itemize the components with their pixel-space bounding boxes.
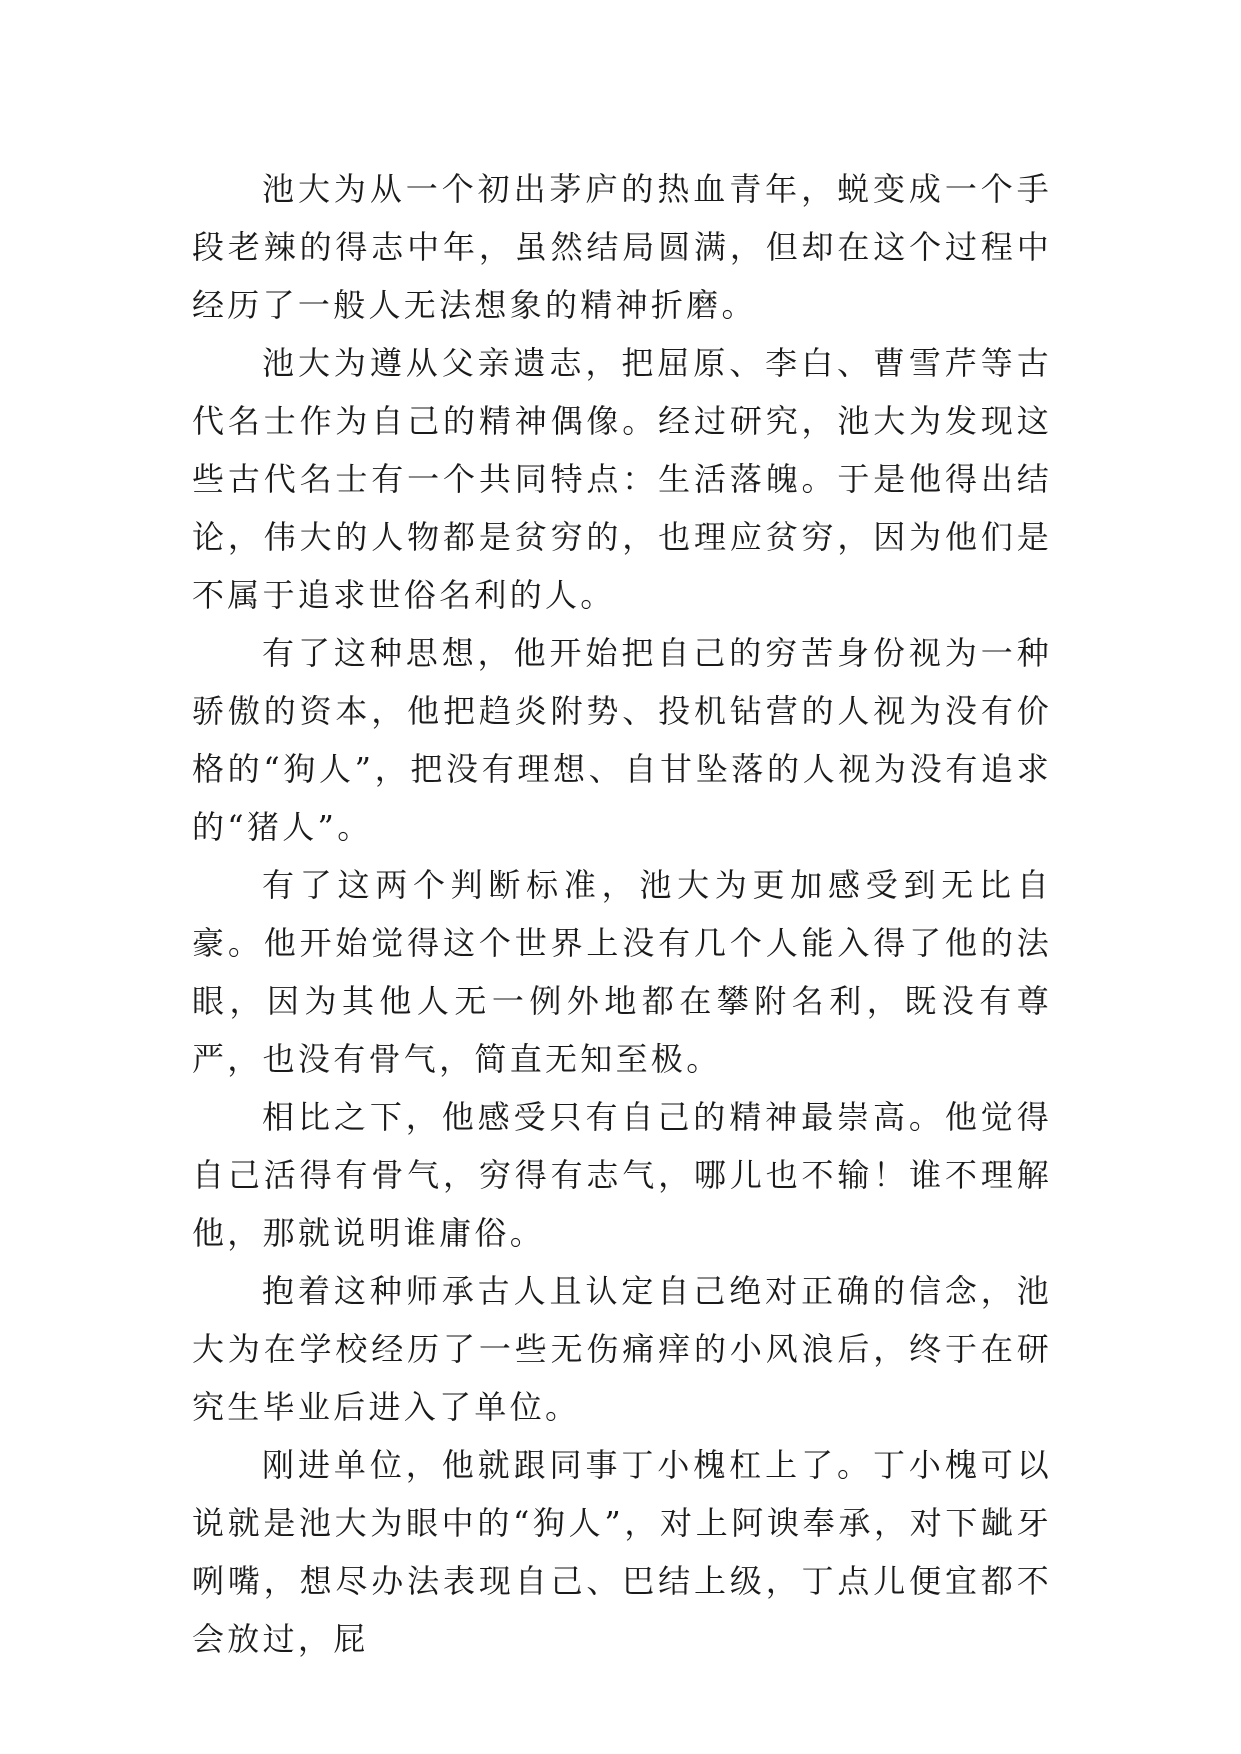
paragraph: 池大为从一个初出茅庐的热血青年，蜕变成一个手段老辣的得志中年，虽然结局圆满，但却在这个过程中经历了一般人无法想象的精神折磨。 [192, 170, 1052, 324]
paragraph: 有了这种思想，他开始把自己的穷苦身份视为一种骄傲的资本，他把趋炎附势、投机钻营的人视为没有价格的“狗人”，把没有理想、自甘坠落的人视为没有追求的“猪人”。 [192, 634, 1052, 846]
paragraph: 刚进单位，他就跟同事丁小槐杠上了。丁小槐可以说就是池大为眼中的“狗人”，对上阿谀奉承，对下龇牙咧嘴，想尽办法表现自己、巴结上级，丁点儿便宜都不会放过，屁 [192, 1446, 1052, 1658]
paragraph: 有了这两个判断标准，池大为更加感受到无比自豪。他开始觉得这个世界上没有几个人能入得了他的法眼，因为其他人无一例外地都在攀附名利，既没有尊严，也没有骨气，简直无知至极。 [192, 866, 1052, 1078]
paragraph: 池大为遵从父亲遗志，把屈原、李白、曹雪芹等古代名士作为自己的精神偶像。经过研究，池大为发现这些古代名士有一个共同特点：生活落魄。于是他得出结论，伟大的人物都是贫穷的，也理应贫穷，因为他们是不属于追求世俗名利的人。 [192, 344, 1052, 614]
paragraph: 相比之下，他感受只有自己的精神最崇高。他觉得自己活得有骨气，穷得有志气，哪儿也不输！谁不理解他，那就说明谁庸俗。 [192, 1098, 1052, 1252]
body-text [192, 160, 1052, 1668]
paragraph: 抱着这种师承古人且认定自己绝对正确的信念，池大为在学校经历了一些无伤痛痒的小风浪后，终于在研究生毕业后进入了单位。 [192, 1272, 1052, 1426]
